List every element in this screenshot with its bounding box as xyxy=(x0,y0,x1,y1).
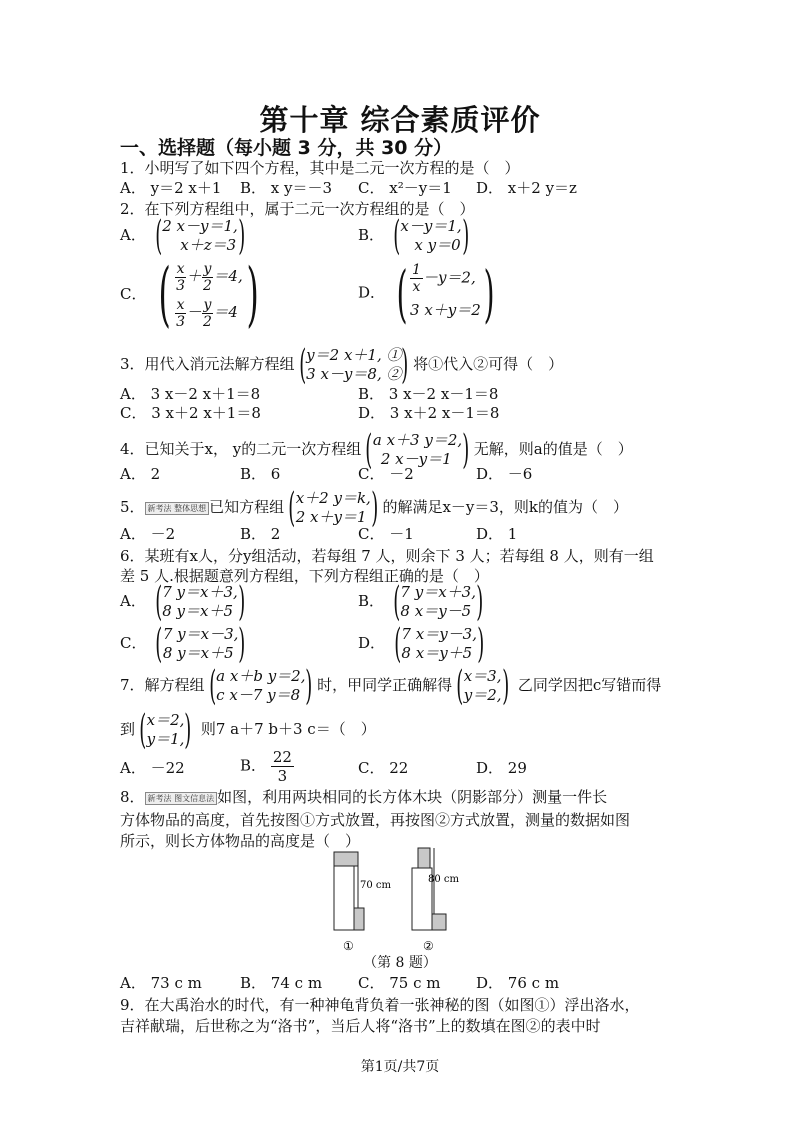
q1-option-b: B． x y＝－3 xyxy=(240,179,333,197)
equation-row: x－y＝1, xyxy=(400,217,462,235)
left-paren: ( xyxy=(158,253,172,335)
equation-row: 3 x－y＝8, ② xyxy=(306,365,402,383)
numerator: y xyxy=(203,296,212,313)
right-paren: ) xyxy=(371,485,379,531)
stem-text: 乙同学因把c写错而得 xyxy=(517,676,662,694)
q7-stem-line1 xyxy=(120,663,662,709)
fig1-measure-label: 70 cm xyxy=(360,880,391,891)
q8-option-a: A． 73 c m xyxy=(120,974,202,992)
q7-option-b xyxy=(240,748,294,785)
wood-block xyxy=(354,908,364,930)
q5-option-c: C． －1 xyxy=(358,525,414,543)
stem-text: 时，甲同学正确解得 xyxy=(317,676,453,694)
stem-text: 7．解方程组 xyxy=(120,676,205,694)
operator: ＋ xyxy=(186,267,202,285)
fraction xyxy=(175,261,187,294)
q6-stem-line2: 差 5 人.根据题意列方程组，下列方程组正确的是（ ） xyxy=(120,567,489,585)
fraction xyxy=(271,748,294,785)
equation-system xyxy=(389,579,488,625)
solution-system xyxy=(135,707,196,753)
equation-system xyxy=(389,213,473,259)
q8-stem-line1 xyxy=(120,787,607,807)
q7-stem-line2 xyxy=(120,707,376,753)
q5-option-b: B． 2 xyxy=(240,525,281,543)
q5-option-a: A． －2 xyxy=(120,525,176,543)
equation-system xyxy=(284,485,382,531)
right-paren: ) xyxy=(476,579,484,625)
numerator: 1 xyxy=(412,262,421,278)
left-paren: ( xyxy=(394,621,402,667)
q8-stem-line3: 所示，则长方体物品的高度是（ ） xyxy=(120,832,361,850)
equation-row: a x＋b y＝2, xyxy=(216,667,306,685)
equation-row: x＝2, xyxy=(146,711,185,729)
equation-row xyxy=(410,262,481,295)
stem-text: 则7 a＋7 b＋3 c＝（ ） xyxy=(200,720,376,738)
q2-option-a xyxy=(120,213,249,259)
fig2-measure-label: 80 cm xyxy=(428,874,459,885)
equation-tail: －y＝2, xyxy=(422,268,476,287)
question-number: 8． xyxy=(120,788,145,806)
right-paren: ) xyxy=(401,342,409,388)
stem-text: 如图，利用两块相同的长方体木块（阴影部分）测量一件长 xyxy=(217,788,608,806)
fraction xyxy=(175,297,187,330)
equation-system xyxy=(151,579,250,625)
new-method-tag: 新考法 图文信息法 xyxy=(145,792,218,805)
left-paren: ( xyxy=(393,213,401,259)
q8-stem-line2: 方体物品的高度，首先按图①方式放置，再按图②方式放置，测量的数据如图 xyxy=(120,811,631,829)
q3-option-c: C． 3 x＋2 x＋1＝8 xyxy=(120,404,261,422)
equation-row: 8 y＝x＋5 xyxy=(162,602,234,620)
right-paren: ) xyxy=(238,213,246,259)
option-label: B． xyxy=(358,226,385,244)
option-label: D． xyxy=(358,283,386,302)
equation-tail: ＝4 xyxy=(213,303,238,321)
equation-row: 7 y＝x＋3, xyxy=(400,583,476,601)
q6-option-c xyxy=(120,621,250,667)
right-paren: ) xyxy=(477,621,485,667)
denominator: x xyxy=(412,279,421,295)
right-paren: ) xyxy=(238,579,246,625)
equation-system xyxy=(390,256,501,330)
stem-text: 将①代入②可得（ ） xyxy=(413,355,564,373)
stem-text: 无解，则a的值是（ ） xyxy=(473,440,633,458)
section-heading: 一、选择题（每小题 3 分，共 30 分） xyxy=(120,137,453,159)
q1-option-c: C． x²－y＝1 xyxy=(358,179,452,197)
option-label: D． xyxy=(358,634,386,652)
right-paren: ) xyxy=(238,621,246,667)
stem-text: 的解满足x－y＝3，则k的值为（ ） xyxy=(382,498,629,516)
q3-stem xyxy=(120,342,564,388)
q5-stem xyxy=(120,485,629,531)
q7-option-d: D． 29 xyxy=(476,759,527,777)
right-paren: ) xyxy=(462,427,470,473)
q2-stem: 2．在下列方程组中，属于二元一次方程组的是（ ） xyxy=(120,200,475,218)
stem-text: 4．已知关于x， y的二元一次方程组 xyxy=(120,440,362,458)
q4-option-a: A． 2 xyxy=(120,465,161,483)
stem-text: 到 xyxy=(120,720,136,738)
option-label: B． xyxy=(358,592,385,610)
q2-option-c xyxy=(120,253,266,335)
left-paren: ( xyxy=(154,213,162,259)
stem-text: 已知方程组 xyxy=(209,498,285,516)
fig2-number: ② xyxy=(423,939,434,953)
equation-row: a x＋3 y＝2, xyxy=(372,431,463,449)
q1-option-d: D． x＋2 y＝z xyxy=(476,179,577,197)
solution-system xyxy=(452,663,513,709)
q6-option-d xyxy=(358,621,489,667)
left-paren: ( xyxy=(298,342,306,388)
wood-block xyxy=(418,848,430,868)
figure-1 xyxy=(334,852,392,953)
right-paren: ) xyxy=(305,663,313,709)
equation-row: 7 x＝y－3, xyxy=(401,625,477,643)
page-footer: 第1页/共7页 xyxy=(360,1059,440,1075)
q1-option-a: A． y＝2 x＋1 xyxy=(120,179,222,197)
equation-row: x＋z＝3 xyxy=(180,236,237,254)
equation-row: 8 y＝x＋5 xyxy=(162,644,234,662)
equation-row: x y＝0 xyxy=(414,236,461,254)
q3-option-d: D． 3 x＋2 x－1＝8 xyxy=(358,404,500,422)
wood-block xyxy=(432,914,446,930)
q8-option-c: C． 75 c m xyxy=(358,974,441,992)
numerator: y xyxy=(203,260,212,277)
left-paren: ( xyxy=(154,579,162,625)
equation-row: 2 x－y＝1 xyxy=(380,450,452,468)
equation-system xyxy=(151,621,250,667)
equation-system xyxy=(151,253,266,335)
q1-stem: 1．小明写了如下四个方程，其中是二元一次方程的是（ ） xyxy=(120,159,520,177)
q9-stem-line1: 9．在大禹治水的时代，有一种神龟背负着一张神秘的图（如图①）浮出洛水， xyxy=(120,996,640,1014)
denominator: 3 xyxy=(176,277,185,294)
equation-row xyxy=(175,258,243,294)
left-paren: ( xyxy=(208,663,216,709)
equation-row: y＝2 x＋1, ① xyxy=(306,346,402,364)
new-method-tag: 新考法 整体思想 xyxy=(145,502,210,515)
right-paren: ) xyxy=(461,213,469,259)
q6-option-a xyxy=(120,579,249,625)
q7-option-c: C． 22 xyxy=(358,759,409,777)
stem-text: 3．用代入消元法解方程组 xyxy=(120,355,295,373)
page-title: 第十章 综合素质评价 xyxy=(259,103,541,137)
left-paren: ( xyxy=(456,663,464,709)
q2-option-b xyxy=(358,213,473,259)
equation-system xyxy=(151,213,250,259)
fraction xyxy=(410,262,423,295)
equation-row: 2 x＋y＝1 xyxy=(295,508,367,526)
left-paren: ( xyxy=(288,485,296,531)
equation-system xyxy=(205,663,318,709)
equation-row: x＝3, xyxy=(463,667,502,685)
equation-row: 3 x＋y＝2 xyxy=(410,301,481,319)
wood-block xyxy=(334,852,358,866)
equation-system xyxy=(390,621,489,667)
left-paren: ( xyxy=(365,427,373,473)
operator: － xyxy=(186,303,202,321)
denominator: 3 xyxy=(277,767,288,785)
equation-tail: ＝4, xyxy=(213,267,243,285)
left-paren: ( xyxy=(139,707,147,753)
q8-option-d: D． 76 c m xyxy=(476,974,560,992)
equation-row: 2 x－y＝1, xyxy=(162,217,238,235)
denominator: 2 xyxy=(203,313,212,330)
option-label: A． xyxy=(120,592,146,610)
q3-option-b: B． 3 x－2 x－1＝8 xyxy=(358,385,499,403)
option-label: C． xyxy=(120,634,147,652)
option-label: A． xyxy=(120,226,146,244)
figure-caption: （第 8 题） xyxy=(363,955,437,971)
left-paren: ( xyxy=(155,621,163,667)
right-paren: ) xyxy=(501,663,509,709)
equation-row: 8 x＝y－5 xyxy=(400,602,472,620)
denominator: 2 xyxy=(203,277,212,294)
q8-figure xyxy=(320,842,460,970)
numerator: 22 xyxy=(272,748,292,766)
equation-row: y＝2, xyxy=(463,686,502,704)
q9-stem-line2: 吉祥献瑞，后世称之为“洛书”，当后人将“洛书”上的数填在图②的表中时 xyxy=(120,1017,601,1035)
q8-option-b: B． 74 c m xyxy=(240,974,323,992)
fig1-number: ① xyxy=(343,939,354,953)
equation-row: y＝1, xyxy=(146,730,185,748)
question-number: 5． xyxy=(120,498,145,516)
q3-option-a: A． 3 x－2 x＋1＝8 xyxy=(120,385,261,403)
right-paren: ) xyxy=(483,256,495,330)
equation-row: 7 y＝x－3, xyxy=(162,625,239,643)
figure-2 xyxy=(412,848,460,953)
denominator: 3 xyxy=(176,313,185,330)
equation-row: 7 y＝x＋3, xyxy=(162,583,238,601)
right-paren: ) xyxy=(246,253,259,335)
q6-stem-line1: 6．某班有x人，分y组活动，若每组 7 人，则余下 3 人；若每组 8 人，则有一组 xyxy=(120,547,654,565)
equation-row: c x－7 y＝8 xyxy=(216,686,301,704)
q4-option-c: C． －2 xyxy=(358,465,414,483)
numerator: x xyxy=(176,260,185,277)
equation-system xyxy=(295,342,414,388)
q4-option-b: B． 6 xyxy=(240,465,281,483)
right-paren: ) xyxy=(184,707,192,753)
q2-option-d xyxy=(358,256,501,330)
option-label: C． xyxy=(120,285,147,303)
numerator: x xyxy=(176,296,185,313)
equation-row xyxy=(175,294,243,330)
q4-option-d: D． －6 xyxy=(476,465,533,483)
fraction xyxy=(202,297,214,330)
q6-option-b xyxy=(358,579,488,625)
left-paren: ( xyxy=(396,256,408,330)
fraction xyxy=(202,261,214,294)
equation-row: x＋2 y＝k, xyxy=(295,489,371,507)
option-label: B． xyxy=(240,756,267,775)
equation-row: 8 x＝y＋5 xyxy=(401,644,473,662)
q7-option-a: A． －22 xyxy=(120,759,185,777)
q5-option-d: D． 1 xyxy=(476,525,518,543)
left-paren: ( xyxy=(393,579,401,625)
